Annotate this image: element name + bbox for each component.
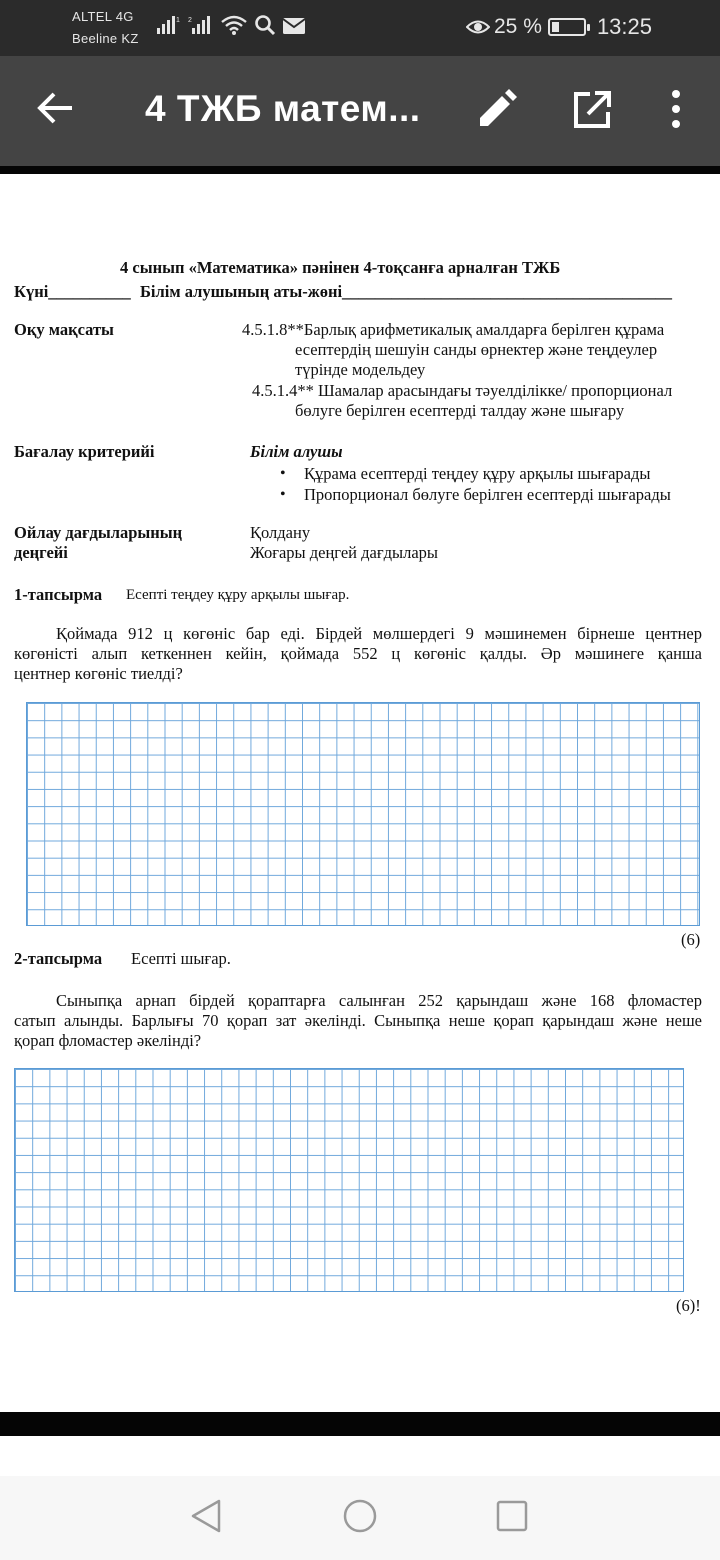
task2-line2: сатып алынды. Барлығы 70 қорап зат әкелінді. Сыныпқа неше қорап қарындаш және неше <box>14 1011 702 1030</box>
goal1-line1: 4.5.1.8**Барлық арифметикалық амалдарға берілген құрама <box>242 320 665 339</box>
goal1-line2: есептердің шешуін санды өрнектер және теңдеулер <box>295 340 658 359</box>
criteria-label: Бағалау критерийі <box>14 442 155 461</box>
date-label: Күні__________ <box>14 282 131 301</box>
nav-back-button[interactable] <box>186 1496 226 1536</box>
search-icon <box>254 14 276 36</box>
back-button[interactable] <box>34 86 78 130</box>
doc-heading: 4 сынып «Математика» пәнінен 4-тоқсанға арналған ТЖБ <box>120 258 561 277</box>
eye-comfort-icon <box>466 18 490 36</box>
task2-line3: қорап фломастер әкелінді? <box>14 1031 202 1050</box>
task1-line2: көгөністі алып кеткеннен кейін, қоймада 552 ц көгөніс қалды. Әр мәшинеге қанша <box>14 644 702 663</box>
battery-status <box>466 15 586 39</box>
document-title: 4 ТЖБ матем... <box>145 88 421 129</box>
criteria-title: Білім алушы <box>250 442 343 461</box>
mail-icon <box>282 16 306 36</box>
carrier-secondary: Beeline KZ <box>72 31 139 46</box>
answer-grid-2[interactable] <box>14 1068 684 1292</box>
task2-score: (6)! <box>676 1296 701 1315</box>
wifi-icon <box>220 14 248 36</box>
criteria-list <box>278 463 671 505</box>
thinking-label-line2: деңгейі <box>14 543 68 562</box>
goal1-line3: түрінде модельдеу <box>295 360 426 379</box>
task1-line1: Қоймада 912 ц көгөніс бар еді. Бірдей мөлшердегі 9 мәшинемен бірнеше центнер <box>56 624 702 643</box>
app-toolbar <box>0 56 720 166</box>
status-bar <box>0 0 720 56</box>
open-external-icon <box>576 93 609 126</box>
open-external-button[interactable] <box>570 88 614 132</box>
task2-instruction: Есепті шығар. <box>131 949 231 968</box>
thinking-value-line1: Қолдану <box>250 523 311 542</box>
task1-label: 1-тапсырма <box>14 585 103 604</box>
task1-instruction: Есепті теңдеу құру арқылы шығар. <box>126 587 350 603</box>
task1-line3: центнер көгөніс тиелді? <box>14 664 183 683</box>
nav-home-button[interactable] <box>340 1496 380 1536</box>
nav-recents-button[interactable] <box>492 1496 532 1536</box>
system-nav-bar <box>0 1476 720 1560</box>
task2-line1: Сыныпқа арнап бірдей қораптарға салынған 252 қарындаш және 168 фломастер <box>56 991 702 1010</box>
thinking-value-line2: Жоғары деңгей дағдылары <box>250 543 438 562</box>
more-vertical-icon <box>672 90 680 128</box>
goal2-line1: 4.5.1.4** Шамалар арасындағы тәуелділікке/ пропорционал <box>252 381 673 400</box>
status-icons <box>156 14 306 36</box>
more-options-button[interactable] <box>662 86 690 132</box>
goal2-line2: бөлуге берілген есептерді талдау және шығару <box>295 401 625 420</box>
triangle-back-icon <box>193 1501 219 1531</box>
viewer-bottom-bar <box>0 1412 720 1436</box>
student-name-label: Білім алушының аты-жөні________________________________________ <box>140 282 673 301</box>
thinking-label-line1: Ойлау дағдыларының <box>14 523 183 542</box>
criteria-item: • Құрама есептерді теңдеу құру арқылы шығарады <box>278 463 671 484</box>
svg-text:2: 2 <box>188 17 192 24</box>
edit-button[interactable] <box>474 88 518 132</box>
goals-label: Оқу мақсаты <box>14 320 114 339</box>
document-page[interactable] <box>0 174 720 1412</box>
toolbar-divider <box>0 166 720 174</box>
task1-score: (6) <box>681 930 701 949</box>
clock: 13:25 <box>596 14 652 39</box>
carrier-primary: ALTEL 4G <box>72 9 134 24</box>
arrow-left-icon <box>40 94 72 122</box>
answer-grid-1[interactable] <box>26 702 700 926</box>
circle-home-icon <box>345 1501 375 1531</box>
signal-icon <box>156 14 182 36</box>
battery-percent: 25 % <box>494 15 542 38</box>
svg-text:1: 1 <box>176 17 180 24</box>
pencil-icon <box>480 89 517 126</box>
task2-label: 2-тапсырма <box>14 949 103 968</box>
square-recents-icon <box>498 1502 526 1530</box>
criteria-item: • Пропорционал бөлуге берілген есептерді шығарады <box>278 484 671 505</box>
signal-2-icon <box>188 14 214 36</box>
battery-icon <box>548 18 586 36</box>
